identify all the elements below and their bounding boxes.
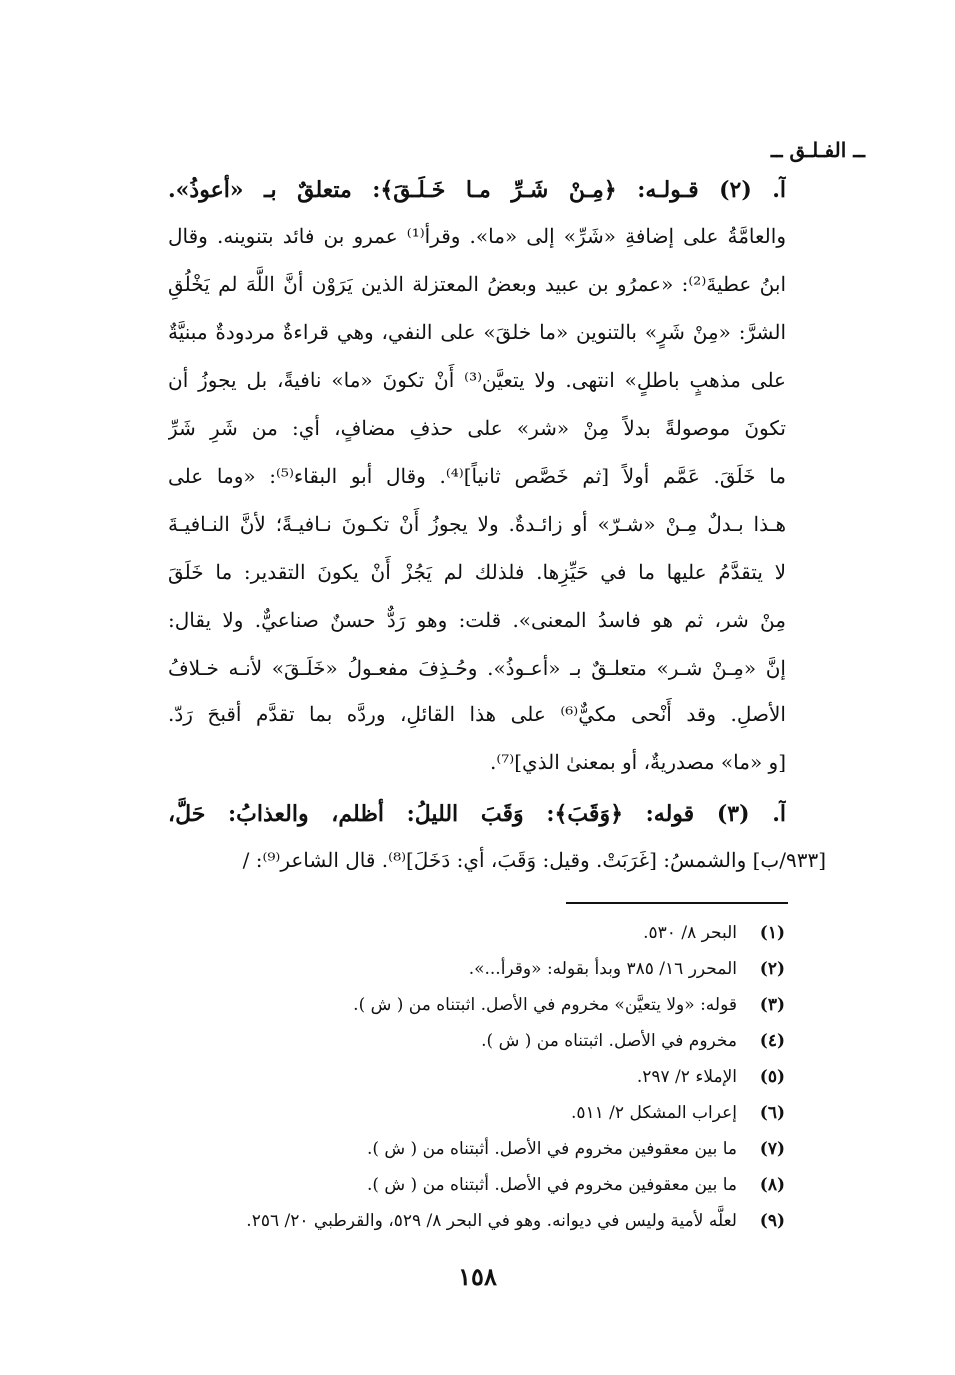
footnote-number: (٤) <box>759 1031 785 1051</box>
text-line: تكونَ موصولةً بدلاً مِنْ «شر» على حذفِ مضافٍ، أي: من شَرِ شَرِّ <box>168 416 786 440</box>
footnote-text: ما بين معقوفين مخروم في الأصل. أثبتناه من ( ش ). <box>366 1139 737 1159</box>
footnote-item <box>145 1095 785 1131</box>
footnote-text: لعلَّه لأمية وليس في ديوانه. وهو في البحر ٨/ ٥٢٩، والقرطبي ٢٠/ ٢٥٦. <box>246 1211 737 1231</box>
text-line: مِنْ شر، ثم هو فاسدُ المعنى». قلت: وهو رَدٌّ حسنٌ صناعيٌّ. ولا يقال: <box>168 608 786 632</box>
footnote-number: (٦) <box>759 1103 785 1123</box>
text-line: الشرَّ: «مِنْ شَرٍ» بالتنوين «ما خلقَ» على النفي، وهي قراءةٌ مردودةٌ مبنيَّةٌ <box>168 320 786 344</box>
text-line: هـذا بـدلٌ مِـنْ «شـرّ» أو زائـدةٌ. ولا يجوزُ أَنْ تكـونَ نـافيـةً؛ لأنَّ النـافيـةَ <box>168 512 786 536</box>
text-line: والعامَّةُ على إضافةِ «شَرِّ» إلى «ما». وقرأ⁽¹⁾ عمرو بن فائد بتنوينه. وقال <box>168 224 786 248</box>
footnote-number: (٢) <box>759 959 785 979</box>
text-line: على مذهبٍ باطلٍ» انتهى. ولا يتعيَّن⁽³⁾ أَنْ تكونَ «ما» نافيةً، بل يجوزُ أن <box>168 368 786 392</box>
text-line: الأصلِ. وقد أَنْحى مكيٌّ⁽⁶⁾ على هذا القائلِ، وردَّه بما تقدَّم أقبحَ رَدّ. <box>168 702 786 726</box>
footnote-item <box>145 1023 785 1059</box>
text-line: ابنُ عطيةَ⁽²⁾: «عمرُو بن عبيد وبعضُ المعتزلة الذين يَرَوْن أنَّ اللَّهَ لم يَخْلُقِ <box>168 272 786 296</box>
footnote-number: (١) <box>759 923 785 943</box>
text-line: ما خَلَقَ. عَمَّم أولاً [ثم خَصَّص ثانياً]⁽⁴⁾. وقال أبو البقاء⁽⁵⁾: «وما على <box>168 464 786 488</box>
text-line: [و «ما» مصدريةٌ، أو بمعنىٰ الذي]⁽⁷⁾. <box>489 750 786 774</box>
footnote-number: (٥) <box>759 1067 785 1087</box>
footnote-item <box>145 951 785 987</box>
page-number: ١٥٨ <box>458 1262 497 1291</box>
footnote-item <box>145 1131 785 1167</box>
footnote-text: الإملاء ٢/ ٢٩٧. <box>636 1067 737 1087</box>
footnote-item <box>145 915 785 951</box>
footnote-text: إعراب المشكل ٢/ ٥١١. <box>570 1103 737 1123</box>
text-line: آ. (٢) قـولـه: ﴿مِـنْ شَـرِّ مـا خَـلَـقَ﴾: متعلقٌ بـ «أعوذُ». <box>168 177 786 203</box>
footnote-item <box>145 1203 785 1239</box>
footnote-text: البحر ٨/ ٥٣٠. <box>643 923 737 943</box>
footnote-item <box>145 1167 785 1203</box>
text-line: آ. (٣) قوله: ﴿وَقَبَ﴾: وَقَبَ الليلُ: أظلم، والعذابُ: حَلَّ، <box>168 801 786 827</box>
footnote-divider <box>566 902 788 904</box>
footnote-number: (٧) <box>759 1139 785 1159</box>
footnote-text: مخروم في الأصل. اثبتناه من ( ش ). <box>481 1031 737 1051</box>
footnote-text: قوله: «ولا يتعيَّن» مخروم في الأصل. اثبتناه من ( ش ). <box>353 995 737 1015</box>
footnote-number: (٣) <box>759 995 785 1015</box>
footnote-number: (٨) <box>759 1175 785 1195</box>
running-header: ــ الفـلـق ــ <box>770 138 865 162</box>
footnote-item <box>145 987 785 1023</box>
text-line: [٩٣٣/ب] والشمسُ: [غَرَبَتْ. وقيل: وَقَبَ، أي: دَخَلَ]⁽⁸⁾. قال الشاعر⁽⁹⁾: / <box>242 848 826 872</box>
footnote-text: ما بين معقوفين مخروم في الأصل. أثبتناه من ( ش ). <box>366 1175 737 1195</box>
footnote-number: (٩) <box>759 1211 785 1231</box>
text-line: لا يتقدَّمُ عليها ما في حَيِّزِها. فلذلك لم يَجُزْ أَنْ يكونَ التقدير: ما خَلَقَ <box>168 560 786 584</box>
footnote-text: المحرر ١٦/ ٣٨٥ وبدأ بقوله: «وقرأ...». <box>468 959 737 979</box>
footnote-item <box>145 1059 785 1095</box>
text-line: إنَّ «مِـنْ شـر» متعلـقٌ بـ «أعـوذُ». وحُـذِفَ مفعـولُ «خَلَـقَ» لأنـه خـلافُ <box>168 656 786 680</box>
